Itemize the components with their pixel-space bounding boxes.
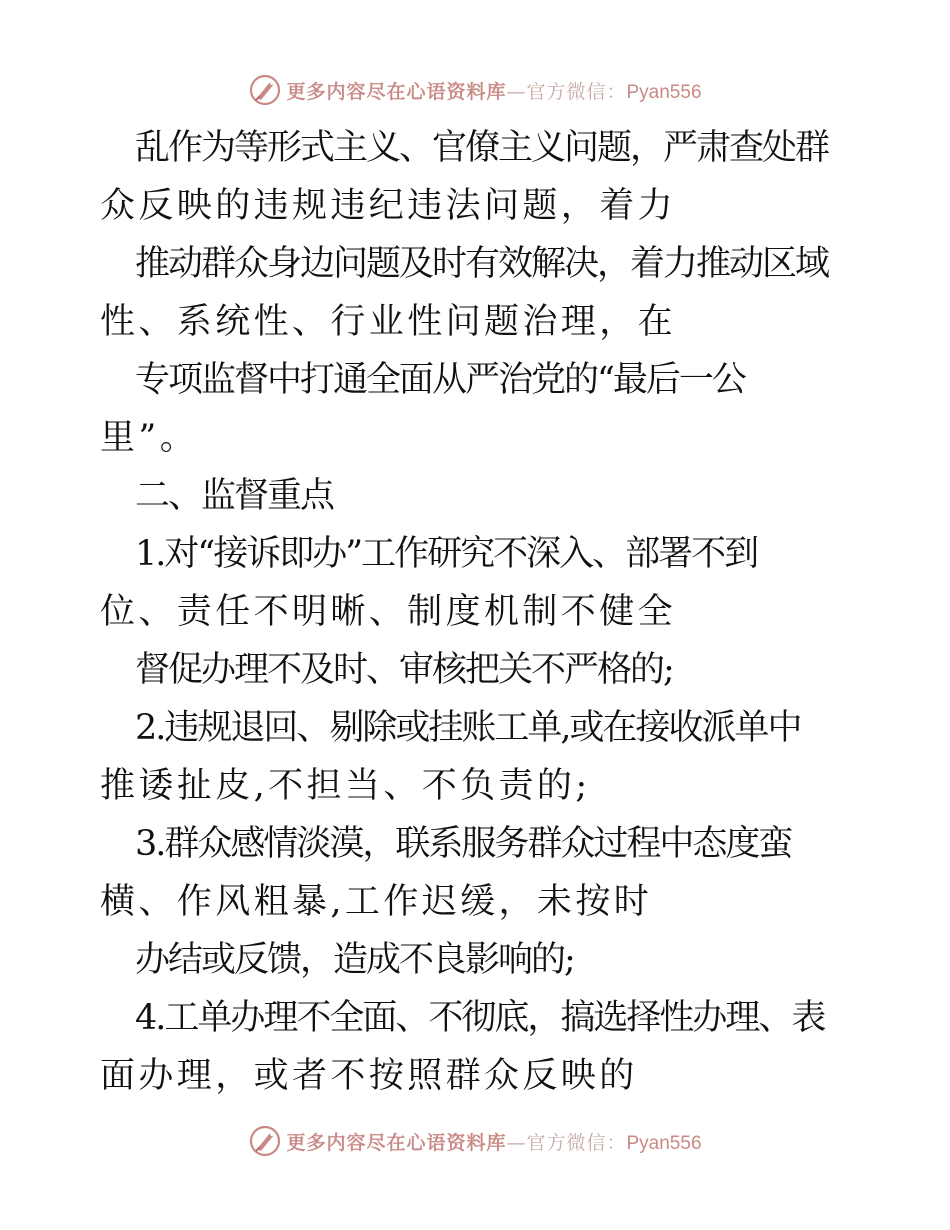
body-line: 专项监督中打通全面从严治党的“最后一公 — [135, 360, 745, 400]
body-line: 众反映的违规违纪违法问题，着力 — [100, 186, 677, 226]
watermark-text — [286, 77, 701, 104]
list-item: 1.对“接诉即办”工作研究不深入、部署不到 — [135, 534, 758, 574]
body-line: 横、作风粗暴,工作迟缓，未按时 — [100, 882, 653, 922]
section-heading: 二、监督重点 — [135, 476, 334, 516]
quill-logo-icon — [248, 73, 282, 107]
watermark-text — [286, 1128, 701, 1155]
watermark-site: 更多内容尽在心语资料库 — [286, 80, 507, 103]
body-line: 面办理，或者不按照群众反映的 — [100, 1056, 638, 1096]
body-line: 办结或反馈，造成不良影响的; — [135, 940, 574, 980]
watermark-separator: — — [506, 1131, 527, 1154]
quill-logo-icon — [248, 1124, 282, 1158]
watermark-site: 更多内容尽在心语资料库 — [286, 1131, 507, 1154]
body-line: 乱作为等形式主义、官僚主义问题，严肃查处群 — [135, 128, 829, 168]
body-line: 推动群众身边问题及时有效解决，着力推动区域 — [135, 244, 829, 284]
watermark-wechat-label: 官方微信： — [526, 1131, 627, 1154]
watermark-wechat-id: Pyan556 — [626, 81, 702, 103]
list-item: 2.违规退回、剔除或挂账工单,或在接收派单中 — [135, 708, 801, 748]
body-line: 推诿扯皮,不担当、不负责的; — [100, 766, 591, 806]
list-item: 4.工单办理不全面、不彻底，搞选择性办理、表 — [135, 998, 825, 1038]
body-line: 位、责任不明晰、制度机制不健全 — [100, 592, 677, 632]
watermark-wechat-label: 官方微信： — [526, 80, 627, 103]
body-line: 性、系统性、行业性问题治理，在 — [100, 302, 677, 342]
body-line: 督促办理不及时、审核把关不严格的; — [135, 650, 673, 690]
watermark-wechat-id: Pyan556 — [626, 1132, 702, 1154]
header-watermark — [0, 70, 950, 110]
footer-watermark — [0, 1121, 950, 1161]
body-line: 里”。 — [100, 418, 199, 458]
list-item: 3.群众感情淡漠，联系服务群众过程中态度蛮 — [135, 824, 792, 864]
watermark-separator: — — [506, 80, 527, 103]
